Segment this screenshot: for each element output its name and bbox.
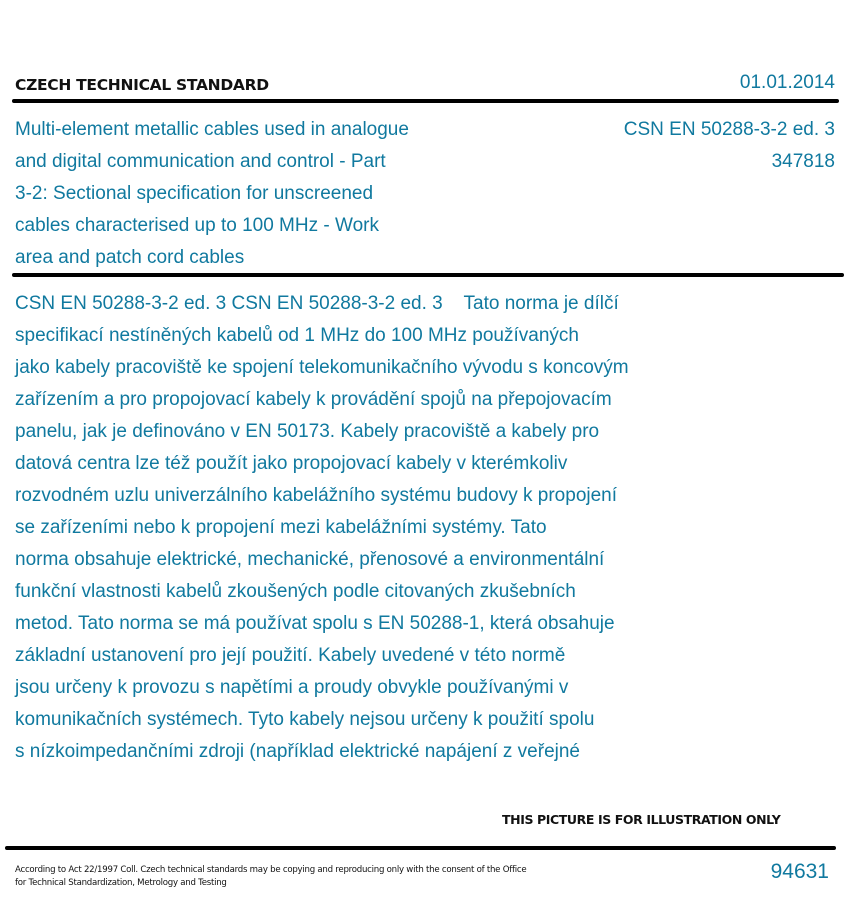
legal-line: According to Act 22/1997 Coll. Czech technical standards may be copying and reproducing only with the consent of the Office xyxy=(15,865,527,875)
abstract-line: CSN EN 50288-3-2 ed. 3 CSN EN 50288-3-2 ed. 3 Tato norma je dílčí xyxy=(15,293,619,314)
abstract-line: zařízením a pro propojovací kabely k provádění spojů na přepojovacím xyxy=(15,389,612,410)
publication-date: 01.01.2014 xyxy=(739,72,835,93)
abstract-text xyxy=(15,288,845,768)
title-line: cables characterised up to 100 MHz - Work xyxy=(15,215,379,236)
standard-title xyxy=(15,114,485,274)
abstract-line: rozvodném uzlu univerzálního kabelážního systému budovy k propojení xyxy=(15,485,618,506)
abstract-line: jsou určeny k provozu s napětími a proudy obvykle používanými v xyxy=(15,677,569,698)
document-type-label: CZECH TECHNICAL STANDARD xyxy=(15,76,269,94)
standard-identifier xyxy=(624,114,835,178)
abstract-line: jako kabely pracoviště ke spojení telekomunikačního vývodu s koncovým xyxy=(15,357,629,378)
header-divider xyxy=(12,99,839,103)
abstract-line: základní ustanovení pro její použití. Kabely uvedené v této normě xyxy=(15,645,566,666)
abstract-line: norma obsahuje elektrické, mechanické, přenosové a environmentální xyxy=(15,549,605,570)
abstract-line: se zařízeními nebo k propojení mezi kabelážními systémy. Tato xyxy=(15,517,547,538)
standard-designation: CSN EN 50288-3-2 ed. 3 xyxy=(623,119,835,140)
abstract-line: s nízkoimpedančními zdroji (například elektrické napájení z veřejné xyxy=(15,741,580,762)
footer-divider xyxy=(5,846,836,850)
illustration-notice: THIS PICTURE IS FOR ILLUSTRATION ONLY xyxy=(502,812,781,827)
abstract-line: specifikací nestíněných kabelů od 1 MHz do 100 MHz používaných xyxy=(15,325,579,346)
legal-notice xyxy=(15,864,526,890)
title-line: Multi-element metallic cables used in analogue xyxy=(15,119,409,140)
legal-line: for Technical Standardization, Metrology and Testing xyxy=(15,878,227,888)
abstract-line: panelu, jak je definováno v EN 50173. Kabely pracoviště a kabely pro xyxy=(15,421,600,442)
catalog-number: 347818 xyxy=(771,151,835,172)
title-divider xyxy=(12,273,844,277)
title-line: and digital communication and control - Part xyxy=(15,151,386,172)
document-code: 94631 xyxy=(770,860,829,883)
abstract-line: metod. Tato norma se má používat spolu s EN 50288-1, která obsahuje xyxy=(15,613,615,634)
title-line: area and patch cord cables xyxy=(15,247,245,268)
abstract-line: funkční vlastnosti kabelů zkoušených podle citovaných zkušebních xyxy=(15,581,576,602)
abstract-line: komunikačních systémech. Tyto kabely nejsou určeny k použití spolu xyxy=(15,709,595,730)
abstract-line: datová centra lze též použít jako propojovací kabely v kterémkoliv xyxy=(15,453,568,474)
title-line: 3-2: Sectional specification for unscreened xyxy=(15,183,374,204)
